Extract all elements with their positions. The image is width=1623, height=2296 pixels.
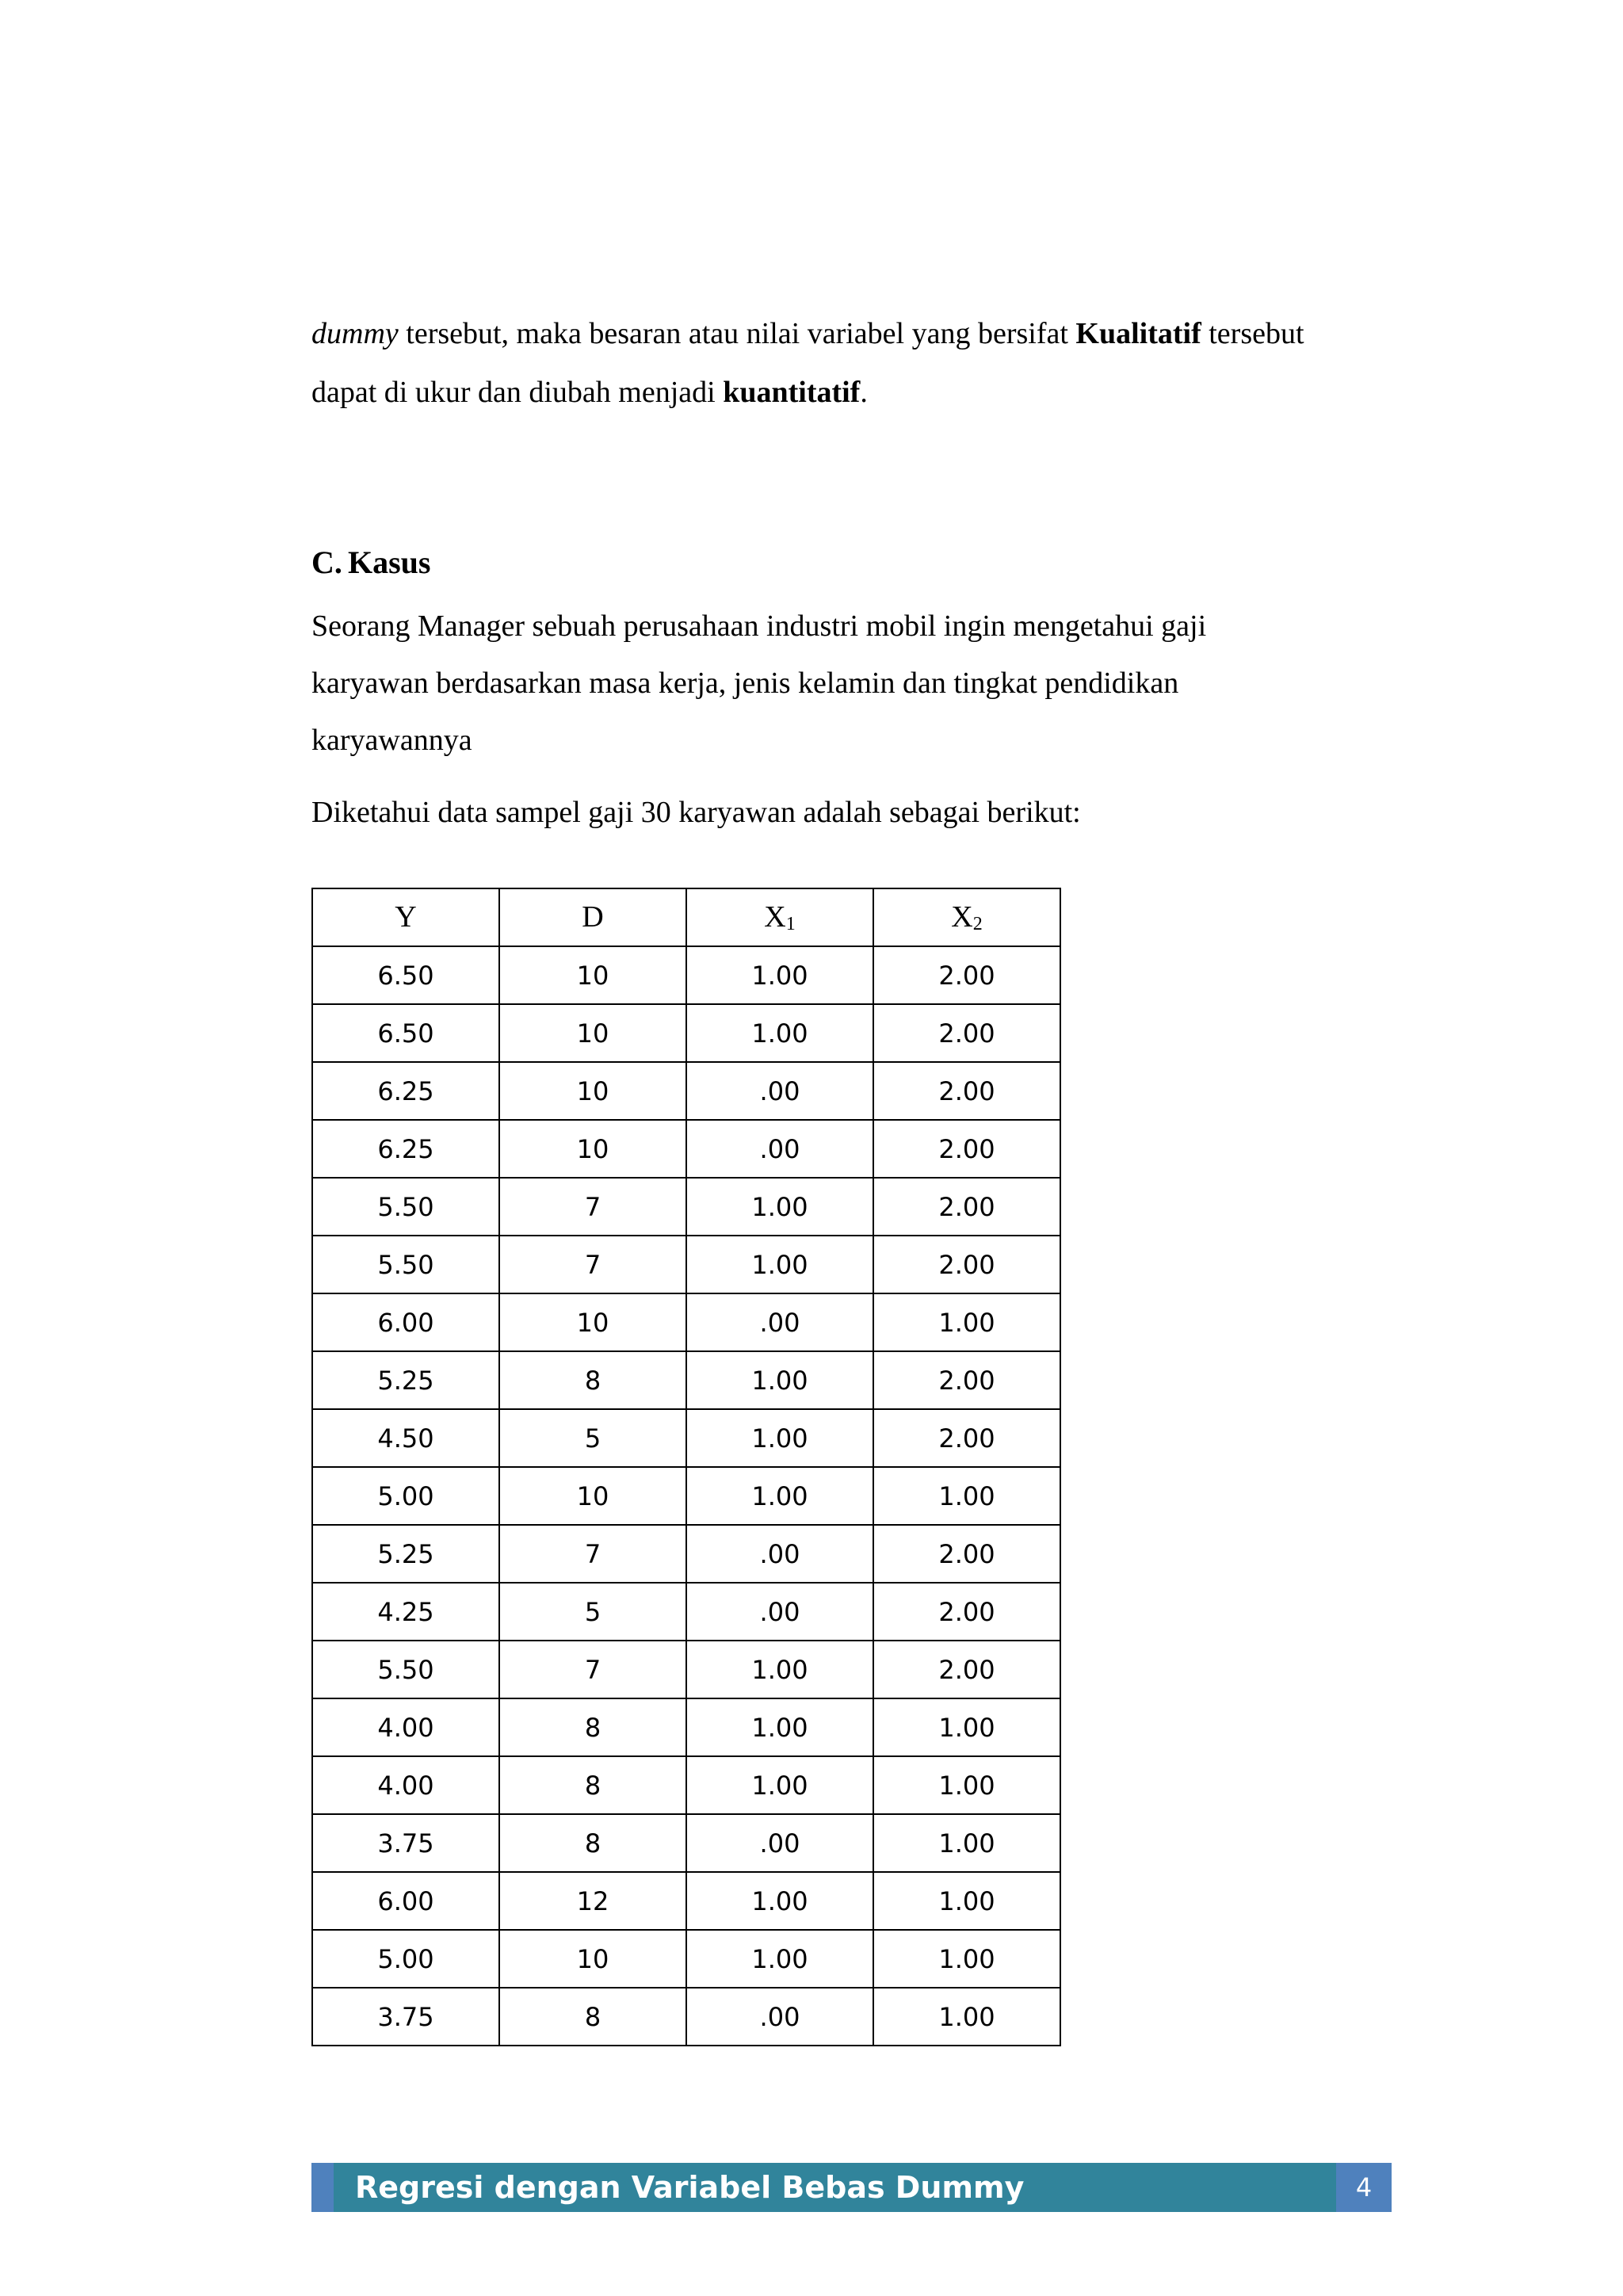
table-cell: 8 bbox=[499, 1814, 686, 1872]
paragraph-line-1 bbox=[311, 304, 1405, 363]
table-cell: 5.00 bbox=[312, 1930, 499, 1988]
table-cell: 10 bbox=[499, 1004, 686, 1062]
table-row bbox=[312, 1988, 1060, 2046]
table-cell: 1.00 bbox=[873, 1467, 1060, 1525]
table-cell: 5.00 bbox=[312, 1467, 499, 1525]
table-cell: .00 bbox=[686, 1988, 873, 2046]
text-segment: tersebut, maka besaran atau nilai variabel yang bersifat bbox=[398, 317, 1076, 350]
table-row bbox=[312, 946, 1060, 1004]
table-row bbox=[312, 1930, 1060, 1988]
table-cell: .00 bbox=[686, 1293, 873, 1351]
table-cell: 1.00 bbox=[686, 1178, 873, 1236]
footer-title: Regresi dengan Variabel Bebas Dummy bbox=[355, 2170, 1025, 2205]
data-intro-sentence: Diketahui data sampel gaji 30 karyawan adalah sebagai berikut: bbox=[311, 796, 1081, 829]
table-row bbox=[312, 1293, 1060, 1351]
footer-bar bbox=[311, 2163, 1392, 2212]
table-cell: 7 bbox=[499, 1236, 686, 1293]
table-cell: 6.50 bbox=[312, 946, 499, 1004]
description-line: karyawannya bbox=[311, 724, 472, 757]
table-row bbox=[312, 1351, 1060, 1409]
section-letter: C. bbox=[311, 544, 342, 580]
table-cell: 10 bbox=[499, 1120, 686, 1178]
table-cell: 8 bbox=[499, 1988, 686, 2046]
table-cell: 5 bbox=[499, 1409, 686, 1467]
table-cell: 1.00 bbox=[686, 1756, 873, 1814]
table-row bbox=[312, 1525, 1060, 1583]
description-line: karyawan berdasarkan masa kerja, jenis kelamin dan tingkat pendidikan bbox=[311, 667, 1179, 700]
table-cell: 7 bbox=[499, 1525, 686, 1583]
table-cell: 8 bbox=[499, 1698, 686, 1756]
table-row bbox=[312, 1236, 1060, 1293]
table-cell: 5 bbox=[499, 1583, 686, 1641]
table-cell: 1.00 bbox=[686, 1872, 873, 1930]
table-row bbox=[312, 1467, 1060, 1525]
table-cell: 1.00 bbox=[686, 1004, 873, 1062]
description-line: Seorang Manager sebuah perusahaan industri mobil ingin mengetahui gaji bbox=[311, 609, 1207, 643]
table-header-row bbox=[312, 888, 1060, 946]
table-cell: 6.00 bbox=[312, 1872, 499, 1930]
table-cell: 3.75 bbox=[312, 1814, 499, 1872]
table-cell: 4.00 bbox=[312, 1756, 499, 1814]
table-row bbox=[312, 1409, 1060, 1467]
table-cell: 7 bbox=[499, 1178, 686, 1236]
table-cell: 1.00 bbox=[873, 1698, 1060, 1756]
table-row bbox=[312, 1756, 1060, 1814]
table-cell: 1.00 bbox=[686, 1351, 873, 1409]
table-cell: 8 bbox=[499, 1756, 686, 1814]
table-cell: 1.00 bbox=[686, 1930, 873, 1988]
table-cell: 2.00 bbox=[873, 1236, 1060, 1293]
table-cell: .00 bbox=[686, 1814, 873, 1872]
table-cell: 1.00 bbox=[873, 1814, 1060, 1872]
table-row bbox=[312, 1004, 1060, 1062]
bold-term: Kualitatif bbox=[1075, 317, 1201, 350]
table-row bbox=[312, 1120, 1060, 1178]
table-cell: 6.25 bbox=[312, 1062, 499, 1120]
table-cell: .00 bbox=[686, 1583, 873, 1641]
header-cell: $X_2$ bbox=[873, 888, 1060, 946]
section-title: Kasus bbox=[348, 544, 431, 580]
table-cell: 1.00 bbox=[873, 1872, 1060, 1930]
table-row bbox=[312, 1698, 1060, 1756]
table-row bbox=[312, 1641, 1060, 1698]
table-row bbox=[312, 1872, 1060, 1930]
header-cell: D bbox=[499, 888, 686, 946]
table-cell: 2.00 bbox=[873, 1409, 1060, 1467]
table-cell: 1.00 bbox=[873, 1756, 1060, 1814]
table-row bbox=[312, 1583, 1060, 1641]
table-body bbox=[312, 946, 1060, 2046]
table-cell: 2.00 bbox=[873, 1351, 1060, 1409]
table-cell: 5.25 bbox=[312, 1525, 499, 1583]
header-cell: $X_1$ bbox=[686, 888, 873, 946]
header-cell: Y bbox=[312, 888, 499, 946]
paragraph-line-2 bbox=[311, 363, 1405, 422]
table-cell: 2.00 bbox=[873, 1178, 1060, 1236]
table-cell: 12 bbox=[499, 1872, 686, 1930]
section-heading bbox=[311, 544, 431, 581]
table-cell: 1.00 bbox=[686, 1698, 873, 1756]
table-cell: 8 bbox=[499, 1351, 686, 1409]
table-cell: 2.00 bbox=[873, 1004, 1060, 1062]
table-cell: .00 bbox=[686, 1525, 873, 1583]
table-cell: 1.00 bbox=[686, 1409, 873, 1467]
table-cell: 4.00 bbox=[312, 1698, 499, 1756]
table-cell: 5.50 bbox=[312, 1178, 499, 1236]
text-segment: dapat di ukur dan diubah menjadi bbox=[311, 376, 724, 409]
table-cell: 1.00 bbox=[686, 1467, 873, 1525]
table-cell: .00 bbox=[686, 1120, 873, 1178]
table-cell: 5.50 bbox=[312, 1236, 499, 1293]
footer-accent bbox=[311, 2163, 334, 2212]
table-cell: 10 bbox=[499, 1062, 686, 1120]
table-cell: 5.50 bbox=[312, 1641, 499, 1698]
table-cell: 6.25 bbox=[312, 1120, 499, 1178]
table-cell: 1.00 bbox=[686, 1641, 873, 1698]
table-cell: 10 bbox=[499, 946, 686, 1004]
table-cell: 10 bbox=[499, 1930, 686, 1988]
table-row bbox=[312, 1814, 1060, 1872]
table-cell: 1.00 bbox=[873, 1930, 1060, 1988]
table-cell: 4.25 bbox=[312, 1583, 499, 1641]
table-cell: 10 bbox=[499, 1293, 686, 1351]
table-cell: 7 bbox=[499, 1641, 686, 1698]
table-cell: 10 bbox=[499, 1467, 686, 1525]
table-cell: 2.00 bbox=[873, 1641, 1060, 1698]
table-cell: 4.50 bbox=[312, 1409, 499, 1467]
bold-term: kuantitatif bbox=[723, 376, 861, 409]
table-row bbox=[312, 1178, 1060, 1236]
table-cell: 2.00 bbox=[873, 1525, 1060, 1583]
table-cell: 1.00 bbox=[686, 946, 873, 1004]
table-cell: 1.00 bbox=[686, 1236, 873, 1293]
table-cell: 5.25 bbox=[312, 1351, 499, 1409]
table-cell: 6.50 bbox=[312, 1004, 499, 1062]
table-cell: 3.75 bbox=[312, 1988, 499, 2046]
table-cell: 2.00 bbox=[873, 946, 1060, 1004]
table-cell: 2.00 bbox=[873, 1120, 1060, 1178]
text-segment: tersebut bbox=[1201, 317, 1304, 350]
table-cell: 1.00 bbox=[873, 1988, 1060, 2046]
page-number: 4 bbox=[1336, 2163, 1392, 2212]
text-segment: . bbox=[860, 376, 868, 409]
intro-paragraph bbox=[311, 304, 1405, 422]
table-cell: 1.00 bbox=[873, 1293, 1060, 1351]
table-cell: .00 bbox=[686, 1062, 873, 1120]
table-cell: 6.00 bbox=[312, 1293, 499, 1351]
table-cell: 2.00 bbox=[873, 1062, 1060, 1120]
italic-term: dummy bbox=[311, 317, 399, 350]
table-cell: 2.00 bbox=[873, 1583, 1060, 1641]
case-description bbox=[311, 598, 1405, 769]
table-row bbox=[312, 1062, 1060, 1120]
sample-data-table bbox=[311, 888, 1061, 2046]
